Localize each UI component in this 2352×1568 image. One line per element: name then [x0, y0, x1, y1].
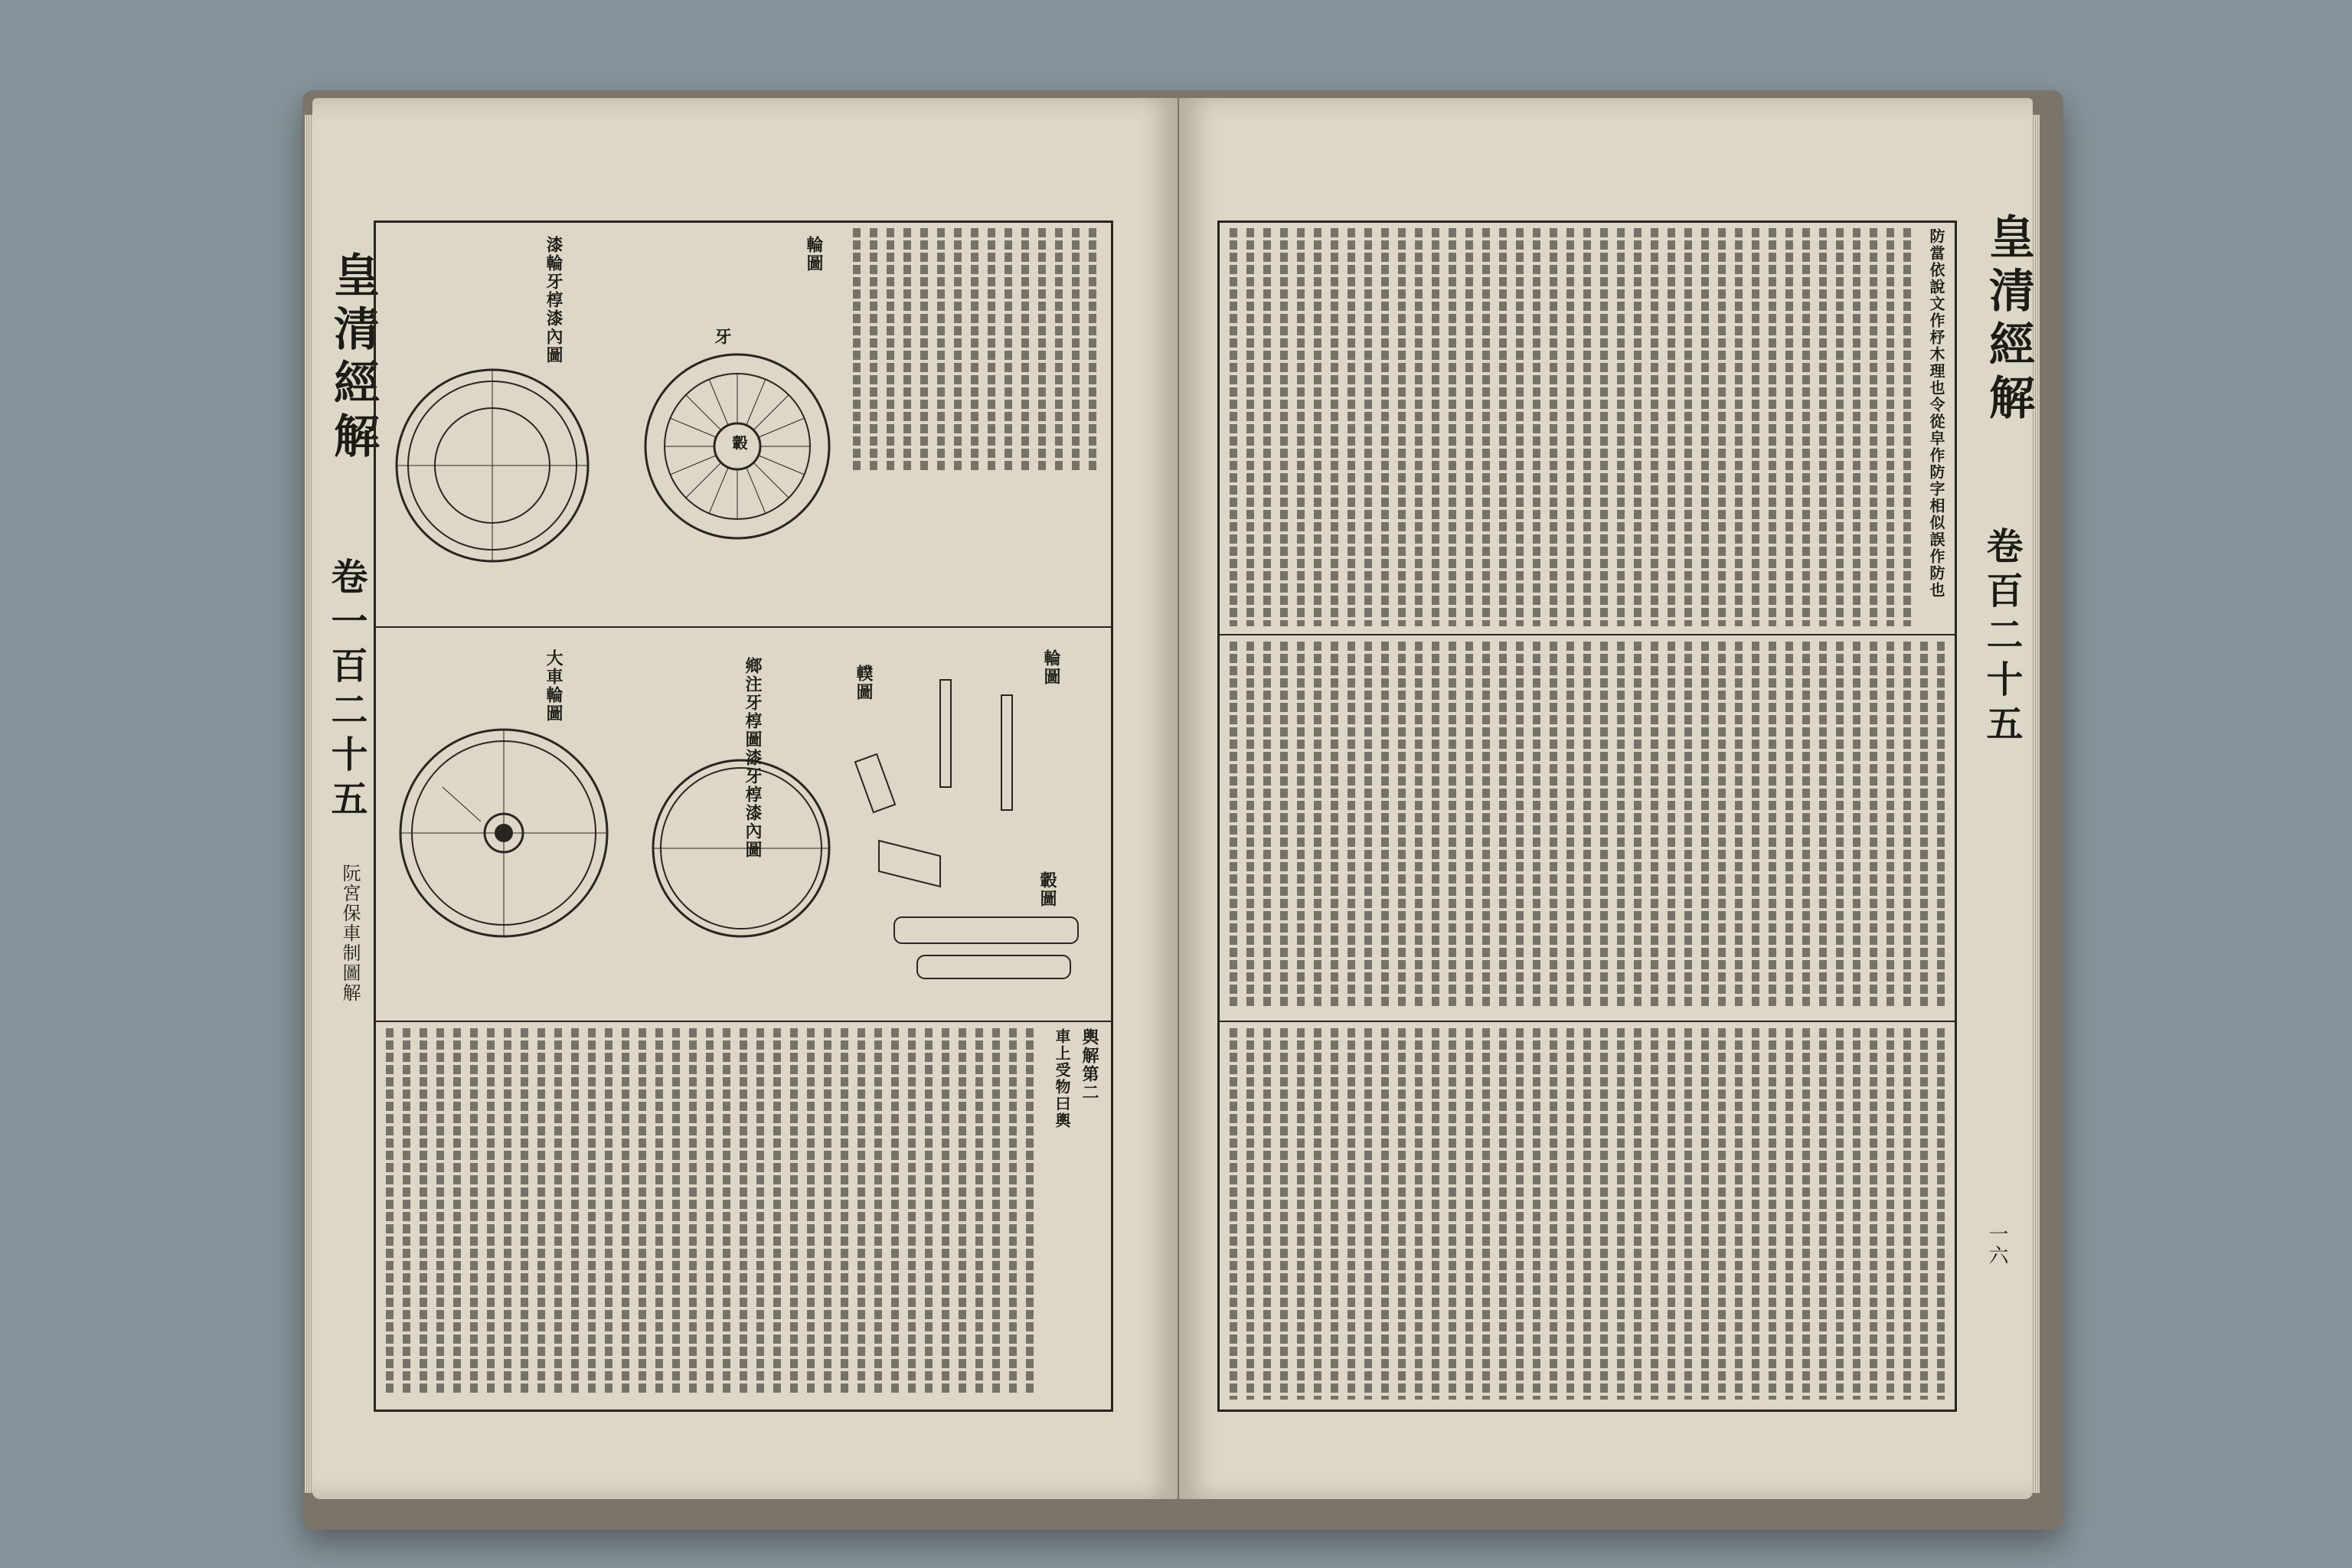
gu-label: 轂 [730, 435, 748, 452]
volume-number: 卷百二十五 [1980, 527, 2023, 749]
da-che-wheel-diagram [389, 680, 619, 986]
commentary-text [848, 228, 1101, 473]
diagram-label: 漆輪牙椁漆內圖 [544, 236, 564, 364]
gu-tu-label: 轂圖 [1037, 871, 1057, 908]
section-opening: 車上受物曰輿 [1053, 1028, 1071, 1129]
folio-number: 一六 [1985, 1223, 2008, 1266]
right-page [1179, 98, 2033, 1499]
lun-tu-label: 輪圖 [804, 236, 824, 273]
commentary-text [1225, 1028, 1945, 1400]
commentary-text [1225, 642, 1945, 1009]
divider [374, 626, 1111, 628]
qi-wheel-diagram [385, 274, 607, 596]
section-heading: 輿解第二 [1080, 1028, 1099, 1102]
ya-label: 牙 [712, 328, 732, 346]
volume-number: 卷一百二十五 [325, 557, 368, 824]
bian-label: 轐圖 [854, 665, 874, 701]
commentary-text [1225, 228, 1914, 626]
book-title: 皇清經解 [326, 251, 380, 466]
da-che-label: 大車輪圖 [544, 649, 564, 723]
lun-tu2-label: 輪圖 [1041, 649, 1061, 686]
commentary-text [381, 1028, 1040, 1396]
book-title: 皇清經解 [1981, 213, 2035, 427]
divider [1217, 1021, 1955, 1022]
xiang-zhu-label: 鄉注牙椁圖漆牙椁漆內圖 [743, 657, 763, 859]
divider [374, 1021, 1111, 1022]
right-opening: 防當依說文作杼木理也令從皁作防字相似誤作防也 [1927, 228, 1945, 599]
hub-parts-diagram [848, 665, 1093, 1009]
left-page [312, 98, 1178, 1499]
divider [1217, 634, 1955, 635]
section-subtitle: 阮宮保車制圖解 [339, 864, 361, 1003]
